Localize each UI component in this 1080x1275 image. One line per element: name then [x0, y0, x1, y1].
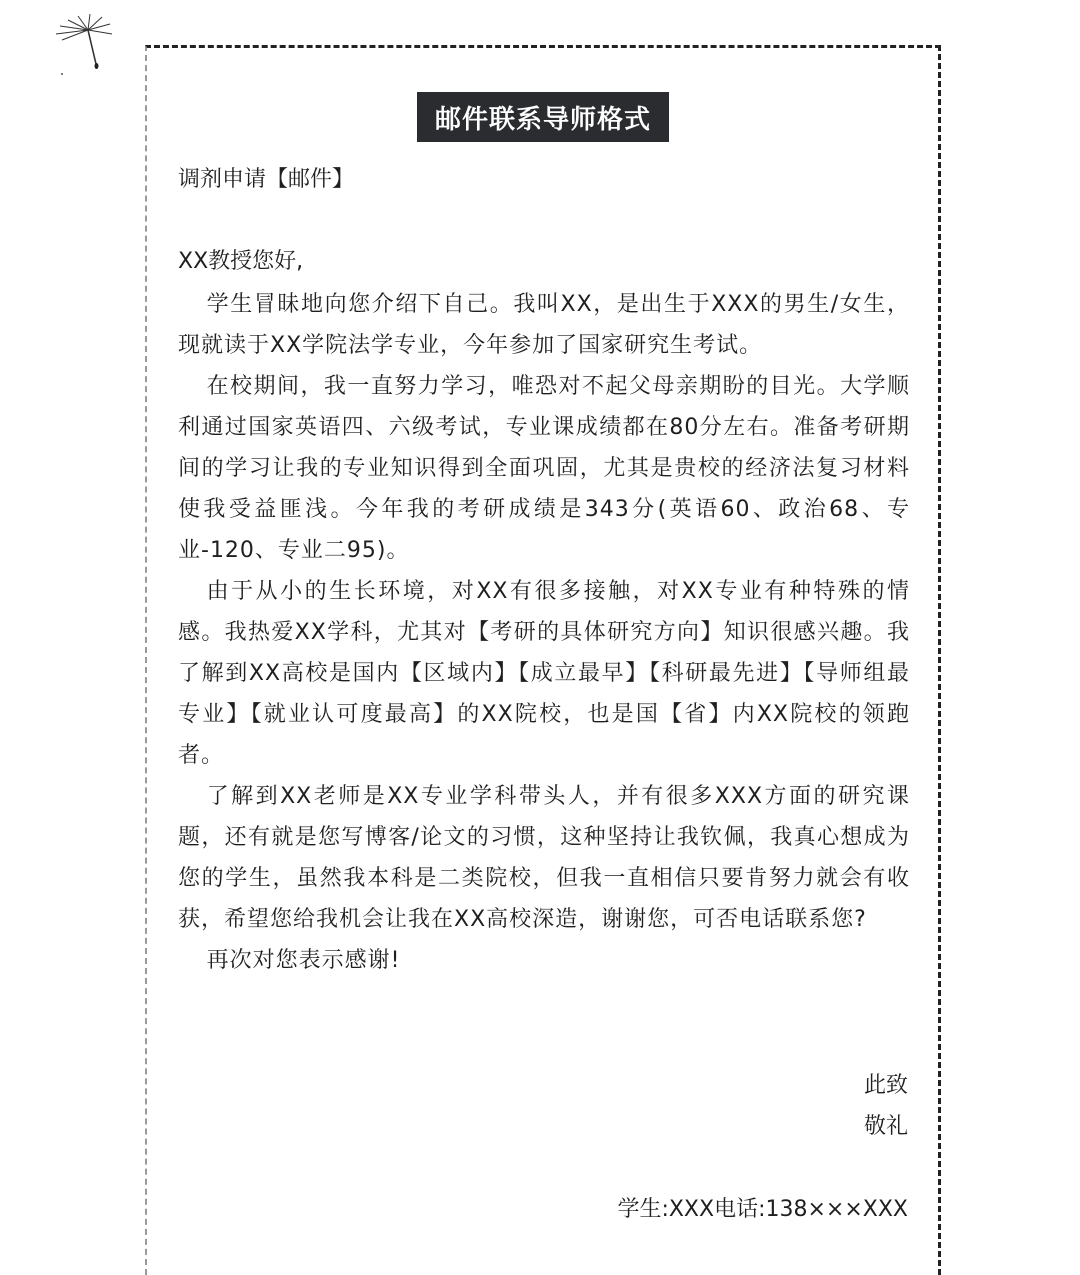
body-paragraph-introduction: 学生冒昧地向您介绍下自己。我叫XX，是出生于XXX的男生/女生，现就读于XX学院法学专业，今年参加了国家研究生考试。 — [178, 292, 910, 358]
email-body — [178, 284, 910, 981]
body-paragraph-studies: 在校期间，我一直努力学习，唯恐对不起父母亲期盼的目光。大学顺利通过国家英语四、六级考试，专业课成绩都在80分左右。准备考研期间的学习让我的专业知识得到全面巩固，尤其是贵校的经济法复习材料使我受益匪浅。今年我的考研成绩是343分(英语60、政治68、专业-120、专业二95)。 — [178, 374, 910, 563]
body-paragraph-request: 了解到XX老师是XX专业学科带头人，并有很多XXX方面的研究课题，还有就是您写博客/论文的习惯，这种坚持让我钦佩，我真心想成为您的学生，虽然我本科是二类院校，但我一直相信只要肯努力就会有收获，希望您给我机会让我在XX高校深造，谢谢您，可否电话联系您? — [178, 784, 910, 932]
closing-salutation-2: 敬礼 — [863, 1114, 908, 1139]
body-paragraph-motivation: 由于从小的生长环境，对XX有很多接触，对XX专业有种特殊的情感。我热爱XX学科，尤其对【考研的具体研究方向】知识很感兴趣。我了解到XX高校是国内【区域内】【成立最早】【科研最先进】【导师组最专业】【就业认可度最高】的XX院校，也是国【省】内XX院校的领跑者。 — [178, 579, 910, 768]
email-greeting: XX教授您好, — [178, 249, 304, 274]
closing-salutation-1: 此致 — [863, 1073, 908, 1098]
document-title: 邮件联系导师格式 — [417, 92, 669, 142]
dandelion-icon — [48, 12, 118, 82]
email-subject: 调剂申请【邮件】 — [178, 167, 355, 192]
body-paragraph-thanks: 再次对您表示感谢! — [206, 948, 401, 973]
signature-line: 学生:XXX电话:138×××XXX — [617, 1197, 908, 1222]
